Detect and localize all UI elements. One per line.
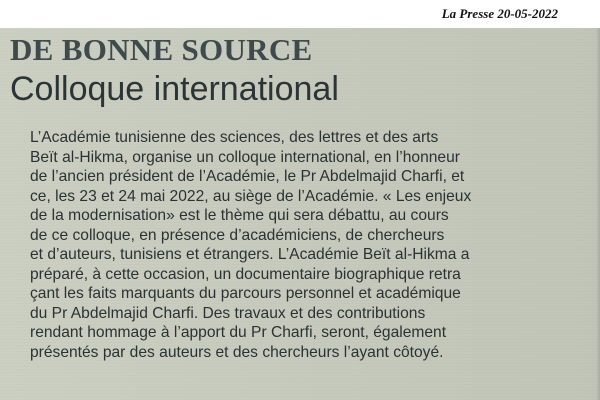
article-line: de ce colloque, en présence d’académiciens, de chercheurs (30, 226, 445, 244)
newspaper-clipping (0, 28, 600, 400)
article-line: du Pr Abdelmajid Charfi. Des travaux et des contributions (30, 304, 426, 322)
column-kicker: DE BONNE SOURCE (10, 32, 313, 67)
article-line: rendant hommage à l’apport du Pr Charfi, seront, également (30, 324, 447, 341)
article-line: présentés par des auteurs et des chercheurs l’ayant côtoyé. (30, 343, 444, 361)
source-caption: La Presse 20-05-2022 (441, 6, 558, 21)
article-line: ce, les 23 et 24 mai 2022, au siège de l’Académie. « Les enjeux (30, 187, 472, 205)
article-line: de l’ancien président de l’Académie, le Pr Abdelmajid Charfi, et (30, 168, 465, 185)
article-line: Beït al-Hikma, organise un colloque international, en l’honneur (30, 148, 460, 166)
article-line: L’Académie tunisienne des sciences, des lettres et des arts (30, 129, 439, 146)
article-line: préparé, à cette occasion, un documentaire biographique retra (30, 265, 461, 283)
article-line: çant les faits marquants du parcours personnel et académique (30, 285, 461, 302)
article-body (30, 128, 600, 362)
article-line: et d’auteurs, tunisiens et étrangers. L’Académie Beït al-Hikma a (30, 246, 470, 263)
article-line: de la modernisation» est le thème qui sera débattu, au cours (30, 207, 449, 224)
clipping-edge-shadow (596, 28, 600, 400)
article-headline: Colloque international (10, 70, 339, 108)
